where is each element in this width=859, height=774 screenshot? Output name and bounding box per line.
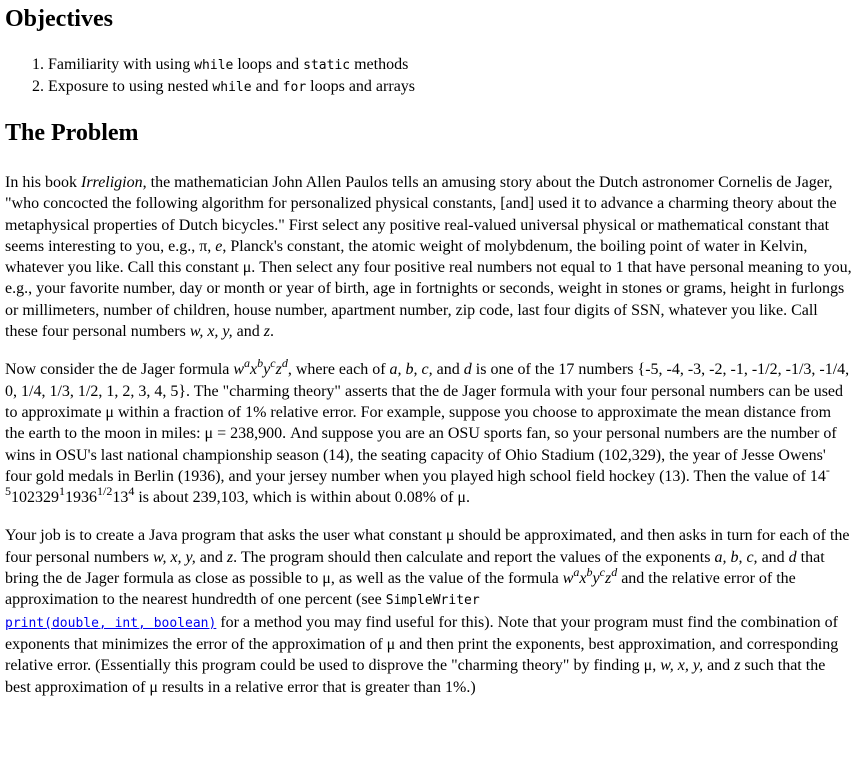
exp: b [586,565,593,580]
variables: a, b, c, [389,361,433,379]
variable: z [263,323,270,341]
text: , Planck's constant, the atomic weight of molybdenum, the boiling point of water in Kelvin, whatever you like. Call this constant μ. Then select any four positive real numbers not equal to 1 that have personal meaning to you, e.g., your favorite number, day or month or year of birth, age in fortnights or seconds, weight in stones or grams, height in furlongs or millimeters, number of children, house number, apartment number, zip code, last four digits of SSN, whatever you like. Call these four personal numbers [5,237,852,341]
formula [233,356,288,379]
exp: d [281,356,288,371]
text: and [703,657,735,675]
text: and [251,78,283,95]
variables: a, b, c, [714,548,758,566]
text: . The program should then calculate and report the values of the exponents [233,548,715,566]
var: w [233,361,245,379]
text: and [195,548,227,566]
variable: d [463,361,472,379]
text: loops and [233,56,304,73]
text: for a method you may find useful for this). Note that your program must find the combination of exponents that minimizes the error of the approximation of μ and then print the exponents, best approximation, and corresponding relative error. (Essentially this program could be used to disprove the "charming theory" by finding μ, [5,613,839,675]
num: 1936 [65,489,97,507]
text: such that the best approximation of μ results in a relative error that is greater than 1%.) [5,657,826,696]
symbol: π [199,237,208,255]
var: x [250,361,258,379]
text: methods [350,56,409,73]
var: y [592,570,600,588]
code-static: static [303,58,351,73]
text: that bring the de Jager formula as close as possible to μ, as well as the value of the formula [5,548,825,588]
text: Your job is to create a Java program that asks the user what constant μ should be approximated, and then asks in turn for each of the four personal numbers [5,527,850,566]
problem-heading: The Problem [5,120,139,146]
objectives-list [5,54,854,98]
var: x [579,570,587,588]
exp: -5 [5,462,830,499]
variables: w, x, y, [189,323,233,341]
variable: z [734,657,741,675]
exp: c [599,565,605,580]
book-title: Irreligion [81,174,143,191]
exp: a [244,356,251,371]
exp: a [573,565,580,580]
var: w [562,570,574,588]
paragraph-task [5,525,854,697]
text: Exposure to using nested [48,78,213,95]
symbol: e [215,237,223,255]
text: and [232,323,264,341]
paragraph-intro [5,172,854,342]
variable: d [788,548,797,566]
exp: b [257,356,264,371]
page [0,4,859,698]
num: 102329 [11,489,59,507]
text: , where each of [287,361,390,379]
variable: z [226,548,234,566]
var: z [604,570,612,588]
variables: w, x, y, [152,548,196,566]
var: y [263,361,271,379]
num: 13 [112,489,129,507]
code-while: while [194,58,234,73]
code-while: while [212,80,252,95]
code-for: for [282,80,307,95]
print-method-link[interactable]: print(double, int, boolean) [5,615,217,631]
paragraph-formula [5,356,854,508]
text: . [270,323,274,341]
text: In his book [5,174,81,191]
variables: w, x, y, [660,657,704,675]
text: and the relative error of the approximation to the nearest hundredth of one percent (see [5,570,796,609]
objectives-heading: Objectives [5,6,113,32]
text: is one of the 17 numbers {-5, -4, -3, -2, -1, -1/2, -1/3, -1/4, 0, 1/4, 1/3, 1/2, 1, 2, 3, 4, 5}. The "charming theory" asserts that the de Jager formula with your four personal numbers can be used to approximate μ within a fraction of 1% relative error. For example, suppose you choose to approximate the mean distance from the earth to the moon in miles: μ = 238,900. And suppose you are an OSU sports fan, so your personal numbers are the number of wins in OSU's last national championship season (14), the seating capacity of Ohio Stadium (102,329), the year of Jesse Owens' four gold medals in Berlin (1936), and your jersey number when you played high school field hockey (13). Then the value of [5,361,850,485]
text: and [757,548,789,566]
text: and [432,361,464,379]
exp: 4 [128,484,135,499]
text: , the mathematician John Allen Paulos tells an amusing story about the Dutch astronomer Cornelis de Jager, "who concocted the following algorithm for personalized physical constants, [and] used it to advance a charming theory about the metaphysical properties of Dutch bicycles." First select any positive real-valued universal physical or mathematical constant that seems interesting to you, e.g., [5,174,837,255]
formula [562,565,618,588]
code-simplewriter: SimpleWriter [385,593,480,609]
text: Familiarity with using [48,56,195,73]
text: is about 239,103, which is within about 0.08% of μ. [134,489,471,507]
exp: 1/2 [97,484,113,499]
text: Now consider the de Jager formula [5,361,234,379]
num: 14 [809,467,826,485]
exp: c [270,356,276,371]
exp: d [611,565,618,580]
text: loops and arrays [306,78,416,95]
var: z [275,361,282,379]
exp: 1 [59,484,65,499]
list-item [48,76,854,98]
text: , [207,237,216,255]
list-item [48,54,854,76]
